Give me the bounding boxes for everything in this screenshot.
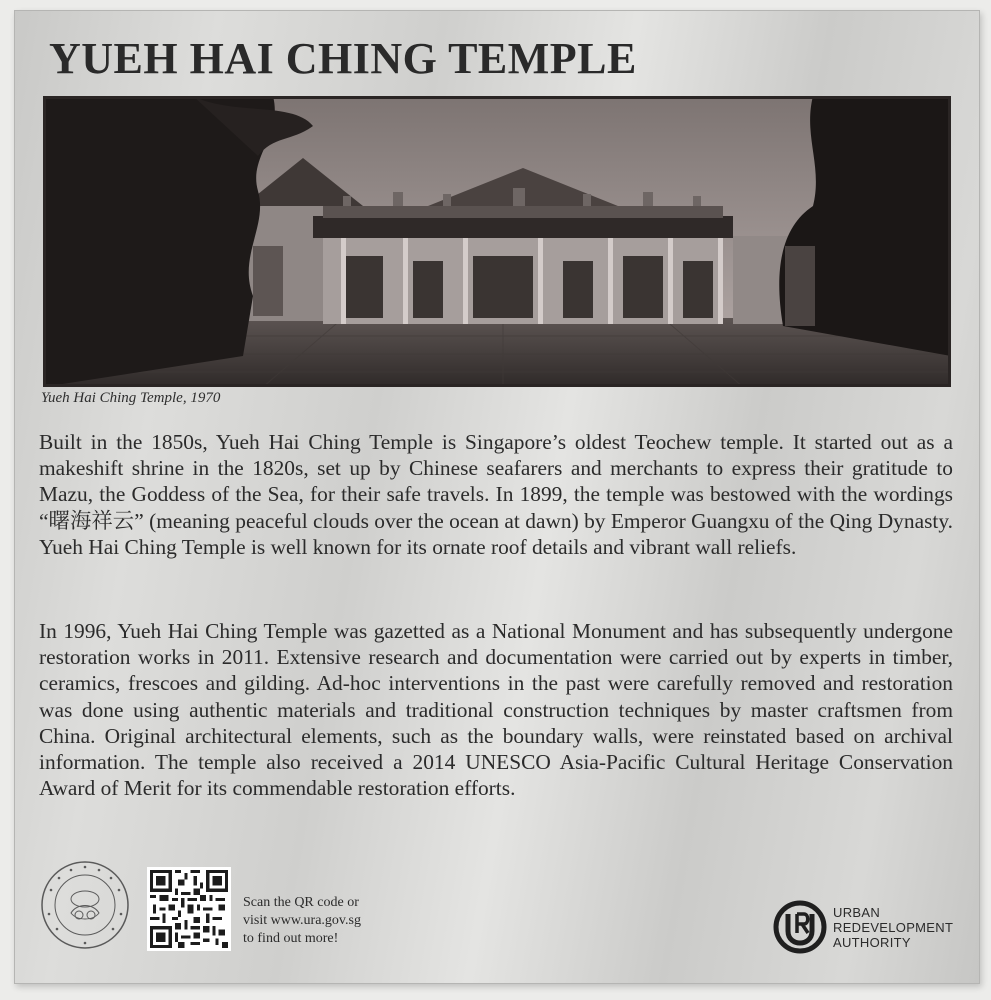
historical-temple-photo xyxy=(43,96,951,387)
qr-instructions-line: to find out more! xyxy=(243,931,339,946)
architectural-heritage-award-icon xyxy=(39,859,131,951)
plaque-title: YUEH HAI CHING TEMPLE xyxy=(49,34,637,83)
ura-logo-icon xyxy=(773,900,827,954)
qr-instructions xyxy=(243,894,403,948)
ura-word: URBAN xyxy=(833,904,881,920)
qr-instructions-line: Scan the QR code or xyxy=(243,895,359,910)
ura-word: AUTHORITY xyxy=(833,934,911,950)
history-paragraph: Built in the 1850s, Yueh Hai Ching Temple is Singapore’s oldest Teochew temple. It started out as a makeshift shrine in the 1820s, set up by Chinese seafarers and merchants to express their gratitude to Mazu, the Goddess of the Sea, for their safe travels. In 1899, the temple was bestowed with the wordings “曙海祥云” (meaning peaceful clouds over the ocean at dawn) by Emperor Guangxu of the Qing Dynasty. Yueh Hai Ching Temple is well known for its ornate roof details and vibrant wall reliefs. xyxy=(39,430,953,559)
heritage-plaque xyxy=(14,10,980,984)
ura-wordmark xyxy=(833,905,953,950)
qr-code-icon[interactable] xyxy=(147,867,231,951)
qr-instructions-link[interactable]: visit www.ura.gov.sg xyxy=(243,913,361,928)
ura-branding xyxy=(773,900,953,954)
photo-caption: Yueh Hai Ching Temple, 1970 xyxy=(41,390,221,406)
ura-word: REDEVELOPMENT xyxy=(833,919,954,935)
restoration-paragraph: In 1996, Yueh Hai Ching Temple was gazetted as a National Monument and has subsequently undergone restoration works in 2011. Extensive research and documentation were carried out by experts in timber, ceramics, frescoes and gilding. Ad-hoc interventions in the past were carefully removed and restoration was done using authentic materials and traditional construction techniques by master craftsmen from China. Original architectural elements, such as the boundary walls, were reinstated based on archival information. The temple also received a 2014 UNESCO Asia-Pacific Cultural Heritage Conservation Award of Merit for its commendable restoration efforts. xyxy=(39,619,953,801)
